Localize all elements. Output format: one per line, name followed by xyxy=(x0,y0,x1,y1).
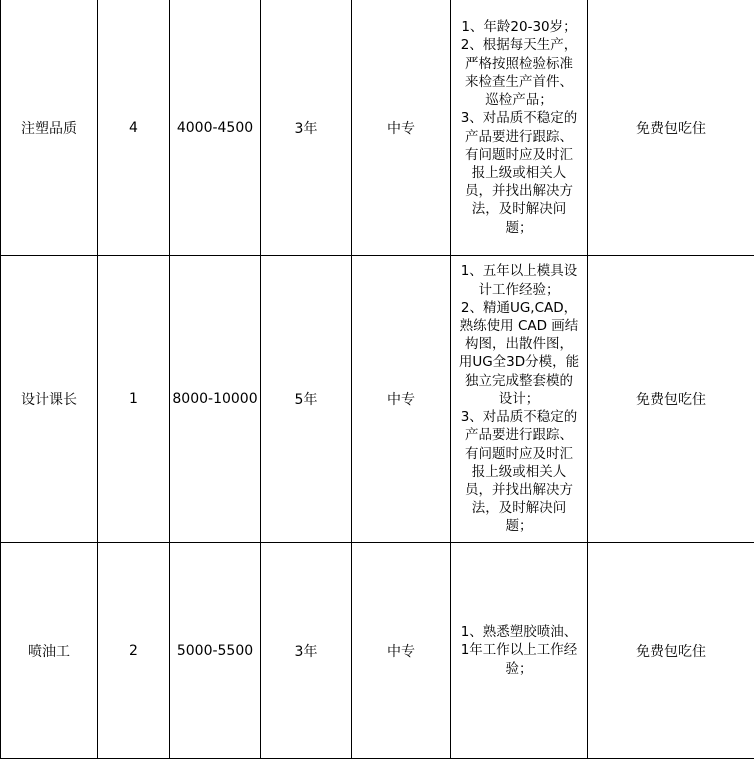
requirement-line: 用UG全3D分模，能 xyxy=(452,353,586,371)
position-cell: 设计课长 xyxy=(1,256,98,543)
position-cell: 喷油工 xyxy=(1,543,98,759)
requirement-line: 计工作经验； xyxy=(452,281,586,299)
requirement-line: 员，并找出解决方 xyxy=(452,481,586,499)
requirement-line: 1、五年以上模具设 xyxy=(452,262,586,280)
requirement-line: 设计； xyxy=(452,390,586,408)
requirement-line: 严格按照检验标准 xyxy=(452,55,586,73)
requirement-line: 构图，出散件图， xyxy=(452,335,586,353)
requirement-line: 3、对品质不稳定的 xyxy=(452,408,586,426)
requirement-line: 报上级或相关人 xyxy=(452,164,586,182)
requirements-cell xyxy=(451,543,588,759)
requirement-line: 员，并找出解决方 xyxy=(452,182,586,200)
requirement-line: 题； xyxy=(452,219,586,237)
salary-cell: 8000-10000 xyxy=(170,256,261,543)
requirement-line: 3、对品质不稳定的 xyxy=(452,109,586,127)
salary-cell: 5000-5500 xyxy=(170,543,261,759)
benefits-cell: 免费包吃住 xyxy=(588,256,754,543)
table-row xyxy=(1,256,754,543)
requirements-cell xyxy=(451,0,588,256)
benefits-cell: 免费包吃住 xyxy=(588,543,754,759)
count-cell: 4 xyxy=(98,0,170,256)
education-cell: 中专 xyxy=(352,543,451,759)
experience-cell: 3年 xyxy=(261,0,352,256)
requirement-line: 1年工作以上工作经 xyxy=(452,641,586,659)
requirement-line: 有问题时应及时汇 xyxy=(452,445,586,463)
benefits-cell: 免费包吃住 xyxy=(588,0,754,256)
requirement-line: 题； xyxy=(452,517,586,535)
requirement-line: 2、根据每天生产， xyxy=(452,36,586,54)
salary-cell: 4000-4500 xyxy=(170,0,261,256)
requirement-line: 2、精通UG,CAD， xyxy=(452,299,586,317)
count-cell: 2 xyxy=(98,543,170,759)
education-cell: 中专 xyxy=(352,256,451,543)
table-row xyxy=(1,543,754,759)
requirement-line: 有问题时应及时汇 xyxy=(452,146,586,164)
requirement-line: 验； xyxy=(452,660,586,678)
requirement-line: 独立完成整套模的 xyxy=(452,372,586,390)
position-cell: 注塑品质 xyxy=(1,0,98,256)
requirement-line: 法，及时解决问 xyxy=(452,499,586,517)
requirements-cell xyxy=(451,256,588,543)
education-cell: 中专 xyxy=(352,0,451,256)
requirement-line: 产品要进行跟踪、 xyxy=(452,128,586,146)
requirement-line: 来检查生产首件、 xyxy=(452,73,586,91)
requirement-line: 产品要进行跟踪、 xyxy=(452,426,586,444)
requirement-line: 1、熟悉塑胶喷油、 xyxy=(452,623,586,641)
experience-cell: 5年 xyxy=(261,256,352,543)
requirement-line: 巡检产品； xyxy=(452,91,586,109)
table-row xyxy=(1,0,754,256)
requirement-line: 法，及时解决问 xyxy=(452,200,586,218)
requirement-line: 1、年龄20-30岁； xyxy=(452,18,586,36)
requirement-line: 报上级或相关人 xyxy=(452,463,586,481)
count-cell: 1 xyxy=(98,256,170,543)
requirement-line: 熟练使用 CAD 画结 xyxy=(452,317,586,335)
experience-cell: 3年 xyxy=(261,543,352,759)
